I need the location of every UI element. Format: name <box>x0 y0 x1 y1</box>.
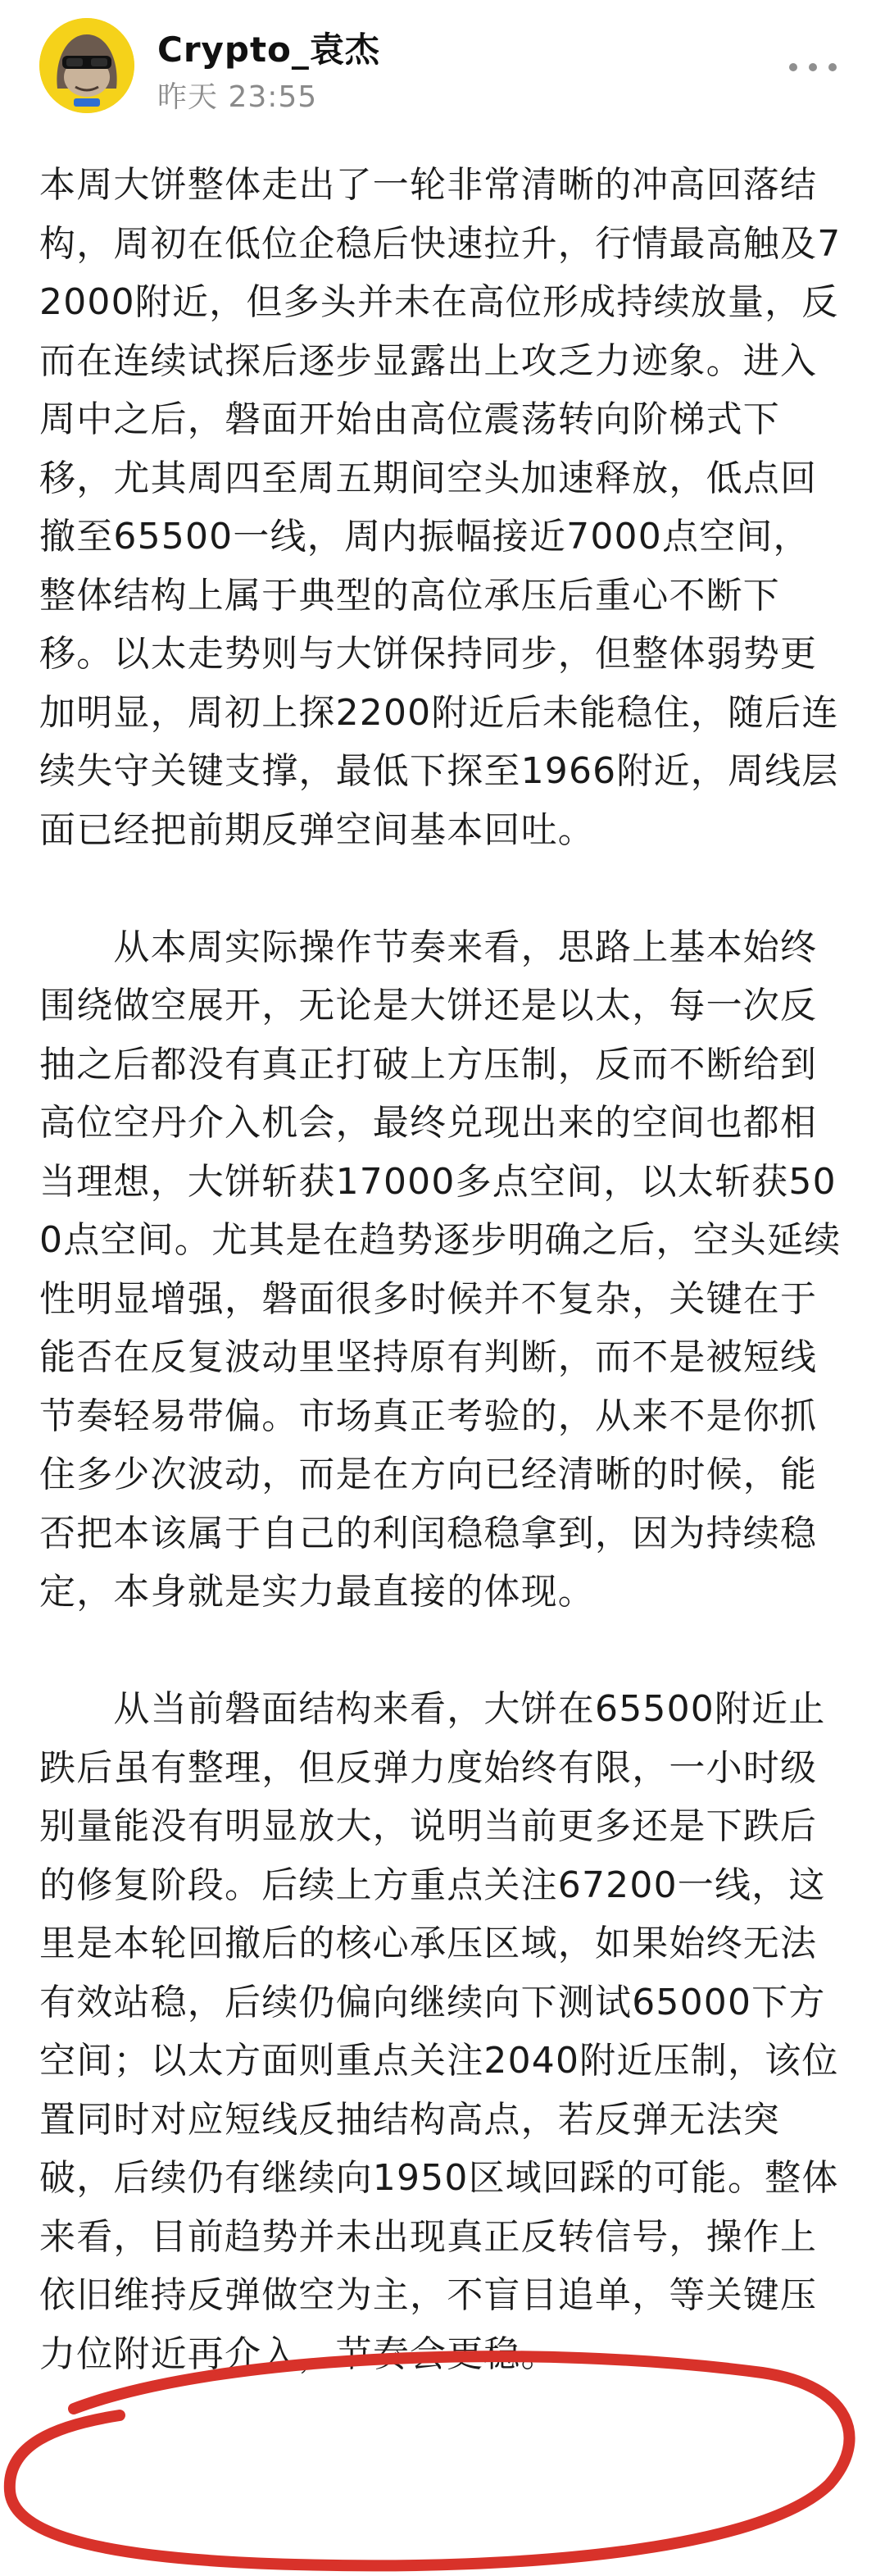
more-dots-icon <box>783 52 842 82</box>
post-paragraph-trade-review: 从本周实际操作节奏来看，思路上基本始终围绕做空展开，无论是大饼还是以太，每一次反抽之后都没有真正打破上方压制，反而不断给到高位空丹介入机会，最终兑现出来的空间也都相当理想，大饼斩获17000多点空间，以太斩获500点空间。尤其是在趋势逐步明确之后，空头延续性明显增强，磐面很多时候并不复杂，关键在于能否在反复波动里坚持原有判断，而不是被短线节奏轻易带偏。市场真正考验的，从来不是你抓住多少次波动，而是在方向已经清晰的时候，能否把本该属于自己的利闰稳稳拿到，因为持续稳定，本身就是实力最直接的体现。 <box>39 926 842 1613</box>
ape-avatar-icon <box>39 18 134 113</box>
post-paragraph-market-review: 本周大饼整体走出了一轮非常清晰的冲高回落结构，周初在低位企稳后快速拉升，行情最高触及72000附近，但多头并未在高位形成持续放量，反而在连续试探后逐步显露出上攻乏力迹象。进入周中之后，磐面开始由高位震荡转向阶梯式下移，尤其周四至周五期间空头加速释放，低点回撤至65500一线，周内振幅接近7000点空间，整体结构上属于典型的高位承压后重心不断下移。以太走势则与大饼保持同步，但整体弱势更加明显，周初上探2200附近后未能稳住，随后连续失守关键支撑，最低下探至1966附近，周线层面已经把前期反弹空间基本回吐。 <box>39 164 842 851</box>
post-paragraph-outlook: 从当前磐面结构来看，大饼在65500附近止跌后虽有整理，但反弹力度始终有限，一小时级别量能没有明显放大，说明当前更多还是下跌后的修复阶段。后续上方重点关注67200一线，这里是本轮回撤后的核心承压区域，如果始终无法有效站稳，后续仍偏向继续向下测试65000下方空间；以太方面则重点关注2040附近压制，该位置同时对应短线反抽结构高点，若反弹无法突破，后续仍有继续向1950区域回踩的可能。整体来看，目前趋势并未出现真正反转信号，操作上依旧维持反弹做空为主，不盲目追单，等关键压力位附近再介入，节奏会更稳。 <box>39 1688 839 2375</box>
post-header <box>0 0 885 131</box>
post-body <box>39 156 842 2383</box>
post-time: 昨天 23:55 <box>157 80 318 114</box>
more-options-button[interactable] <box>783 52 842 82</box>
avatar[interactable] <box>39 18 134 113</box>
author-name[interactable]: Crypto_袁杰 <box>157 30 380 70</box>
